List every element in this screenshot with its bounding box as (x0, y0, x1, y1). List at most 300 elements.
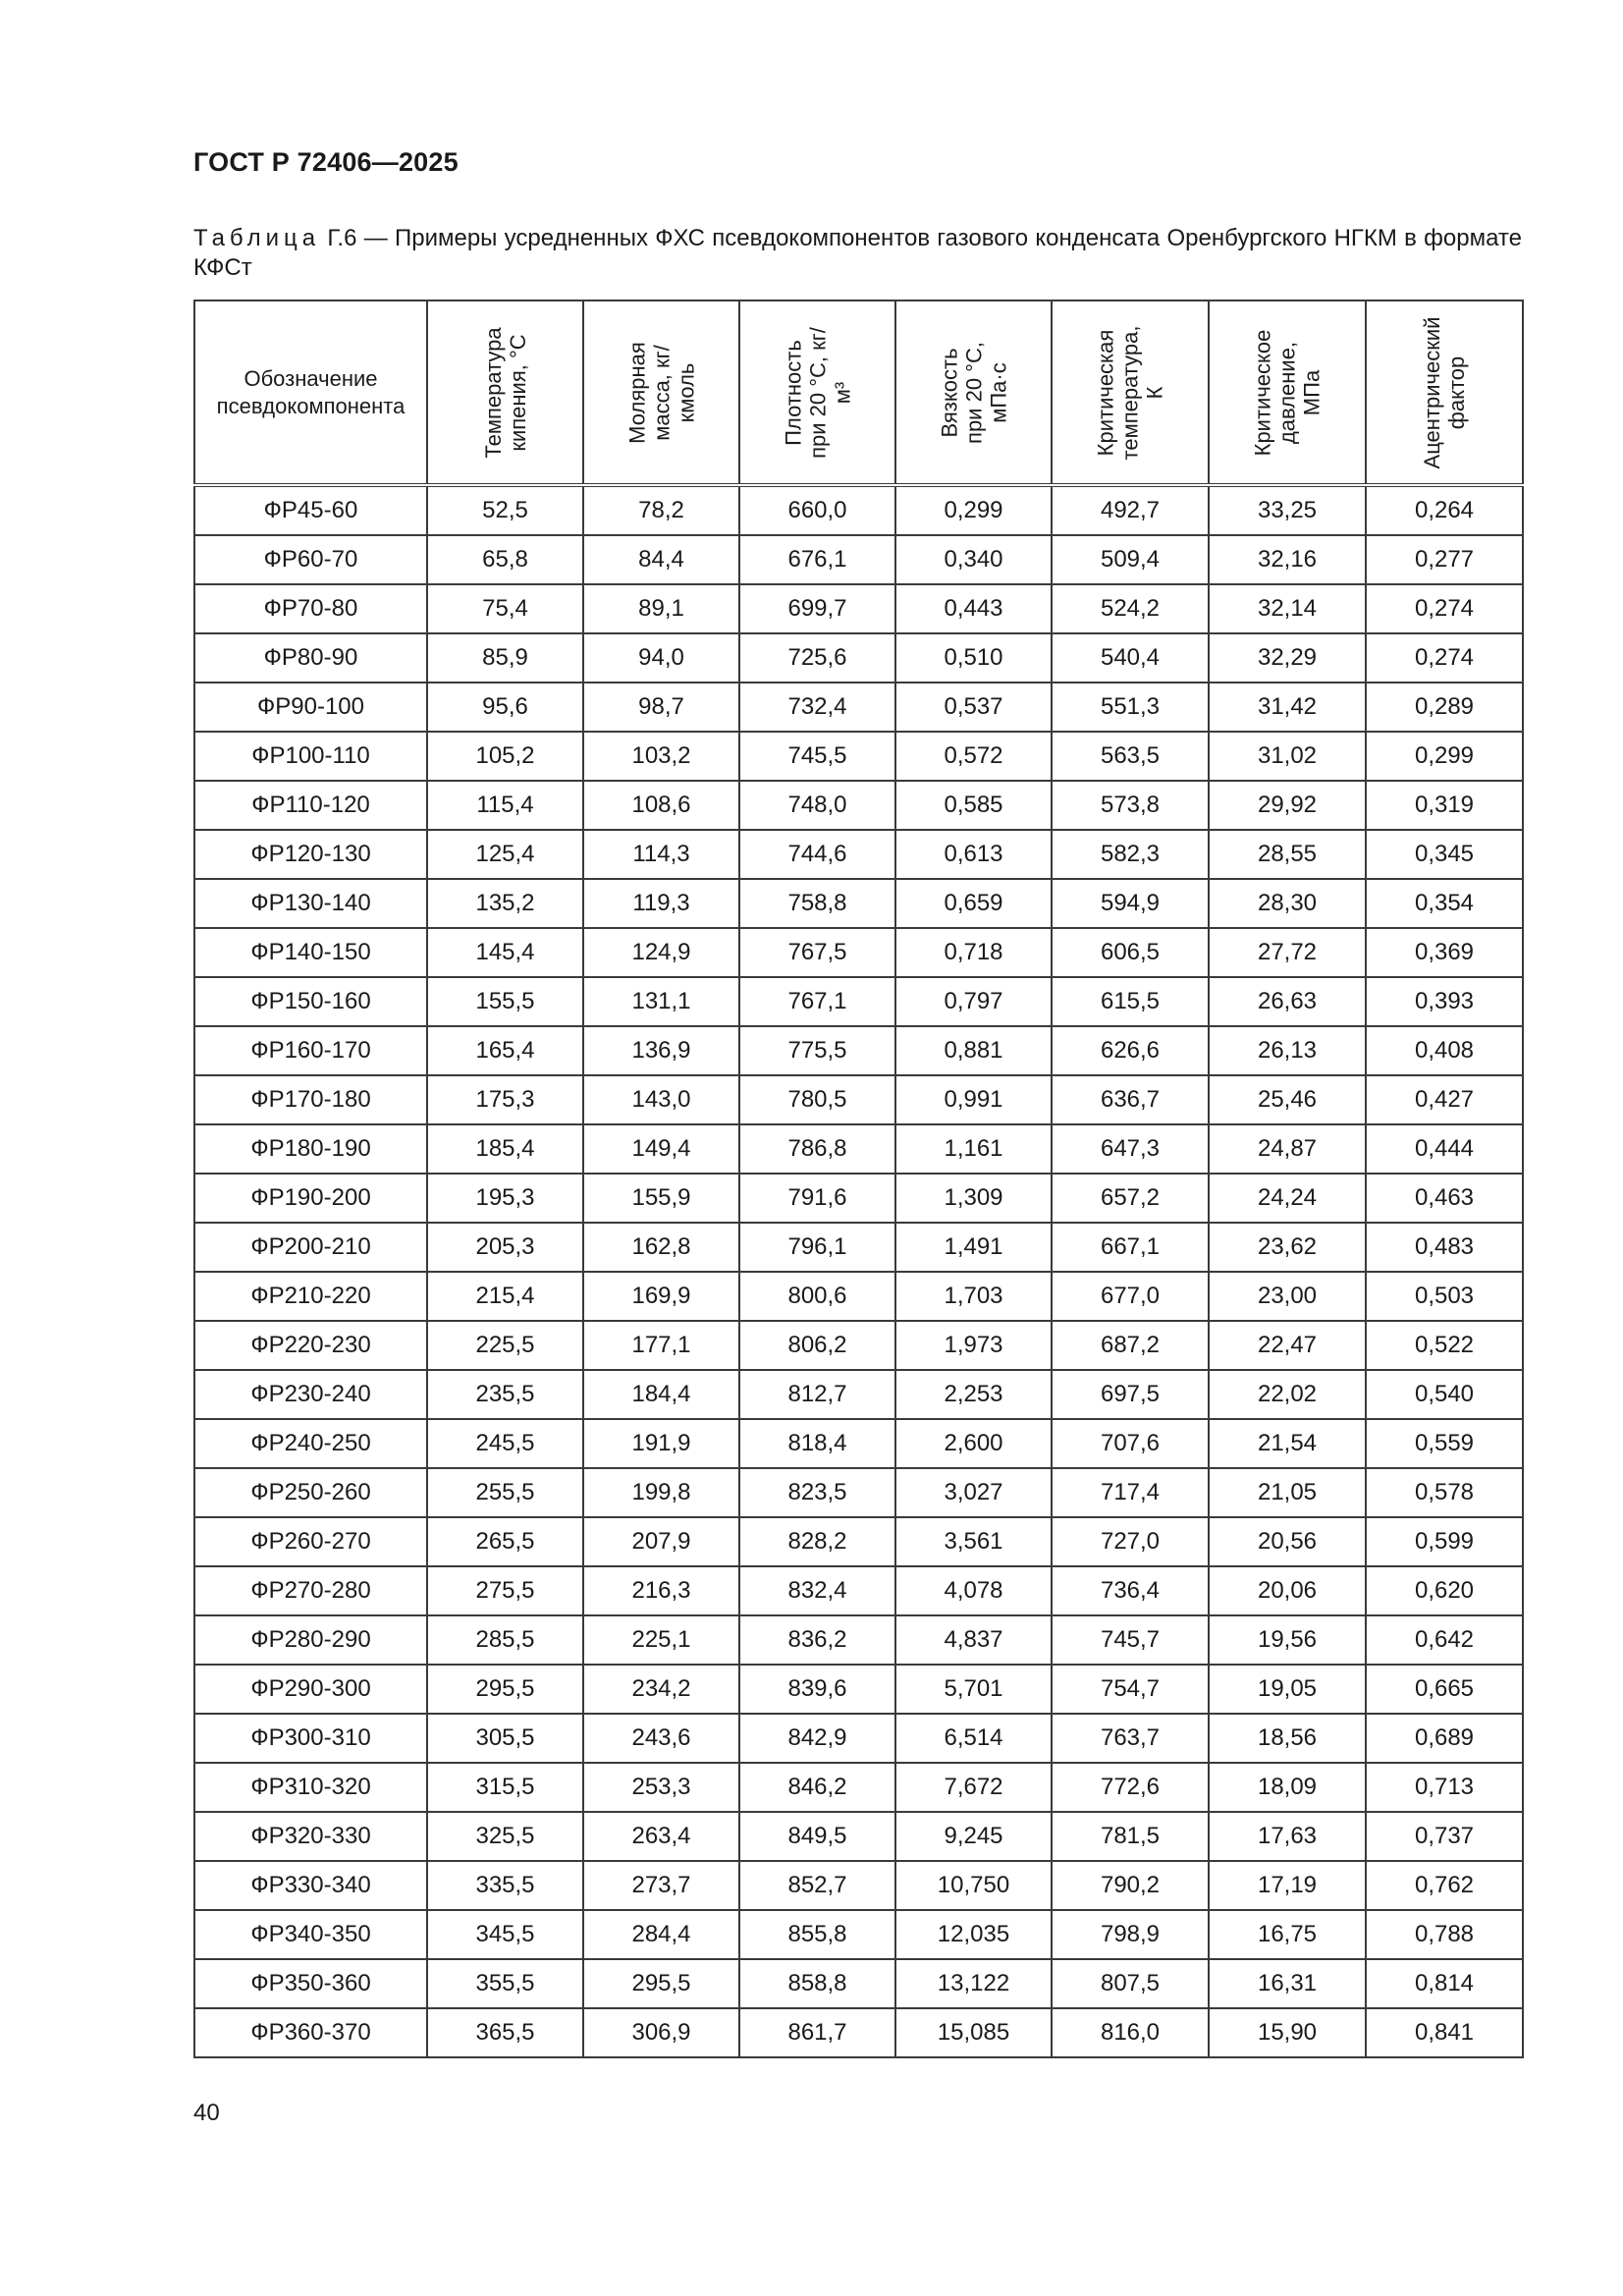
table-row (194, 732, 1523, 781)
cell-viscosity: 1,309 (895, 1174, 1052, 1223)
cell-viscosity: 0,340 (895, 535, 1052, 584)
cell-viscosity: 0,718 (895, 928, 1052, 977)
table-caption-label: Таблица (193, 225, 321, 251)
cell-viscosity: 1,973 (895, 1321, 1052, 1370)
cell-density: 699,7 (739, 584, 895, 633)
cell-acentric-factor: 0,814 (1366, 1959, 1523, 2008)
cell-pseudocomponent: ФР150-160 (194, 977, 427, 1026)
cell-density: 858,8 (739, 1959, 895, 2008)
cell-pseudocomponent: ФР290-300 (194, 1665, 427, 1714)
cell-pseudocomponent: ФР220-230 (194, 1321, 427, 1370)
header-line: К (1142, 386, 1167, 399)
header-line: кмоль (674, 362, 698, 422)
cell-boiling-temp: 295,5 (427, 1665, 583, 1714)
cell-boiling-temp: 255,5 (427, 1468, 583, 1517)
cell-molar-mass: 199,8 (583, 1468, 739, 1517)
cell-boiling-temp: 235,5 (427, 1370, 583, 1419)
table-row (194, 1124, 1523, 1174)
cell-critical-pressure: 22,47 (1209, 1321, 1366, 1370)
cell-critical-temp: 763,7 (1052, 1714, 1209, 1763)
cell-pseudocomponent: ФР330-340 (194, 1861, 427, 1910)
cell-pseudocomponent: ФР160-170 (194, 1026, 427, 1075)
table-row (194, 1665, 1523, 1714)
cell-density: 828,2 (739, 1517, 895, 1566)
cell-density: 748,0 (739, 781, 895, 830)
cell-density: 842,9 (739, 1714, 895, 1763)
cell-viscosity: 0,659 (895, 879, 1052, 928)
cell-molar-mass: 94,0 (583, 633, 739, 683)
cell-boiling-temp: 225,5 (427, 1321, 583, 1370)
cell-pseudocomponent: ФР190-200 (194, 1174, 427, 1223)
cell-viscosity: 13,122 (895, 1959, 1052, 2008)
cell-critical-temp: 697,5 (1052, 1370, 1209, 1419)
cell-acentric-factor: 0,408 (1366, 1026, 1523, 1075)
table-row (194, 1419, 1523, 1468)
cell-critical-temp: 707,6 (1052, 1419, 1209, 1468)
cell-boiling-temp: 245,5 (427, 1419, 583, 1468)
cell-pseudocomponent: ФР170-180 (194, 1075, 427, 1124)
table-row (194, 1468, 1523, 1517)
cell-viscosity: 0,443 (895, 584, 1052, 633)
cell-molar-mass: 273,7 (583, 1861, 739, 1910)
cell-viscosity: 4,078 (895, 1566, 1052, 1615)
cell-density: 732,4 (739, 683, 895, 732)
cell-molar-mass: 216,3 (583, 1566, 739, 1615)
header-line: Вязкость (937, 347, 961, 438)
cell-density: 832,4 (739, 1566, 895, 1615)
cell-acentric-factor: 0,599 (1366, 1517, 1523, 1566)
cell-boiling-temp: 345,5 (427, 1910, 583, 1959)
cell-critical-temp: 509,4 (1052, 535, 1209, 584)
cell-molar-mass: 169,9 (583, 1272, 739, 1321)
cell-molar-mass: 263,4 (583, 1812, 739, 1861)
cell-density: 676,1 (739, 535, 895, 584)
cell-boiling-temp: 305,5 (427, 1714, 583, 1763)
cell-critical-temp: 677,0 (1052, 1272, 1209, 1321)
cell-molar-mass: 131,1 (583, 977, 739, 1026)
cell-pseudocomponent: ФР70-80 (194, 584, 427, 633)
cell-acentric-factor: 0,299 (1366, 732, 1523, 781)
cell-pseudocomponent: ФР230-240 (194, 1370, 427, 1419)
header-critical-pressure (1209, 301, 1366, 485)
cell-critical-pressure: 24,24 (1209, 1174, 1366, 1223)
cell-boiling-temp: 195,3 (427, 1174, 583, 1223)
cell-pseudocomponent: ФР140-150 (194, 928, 427, 977)
table-row (194, 879, 1523, 928)
table-row (194, 2008, 1523, 2057)
cell-pseudocomponent: ФР80-90 (194, 633, 427, 683)
cell-pseudocomponent: ФР90-100 (194, 683, 427, 732)
cell-acentric-factor: 0,264 (1366, 485, 1523, 535)
header-line: Плотность (781, 339, 805, 446)
cell-acentric-factor: 0,463 (1366, 1174, 1523, 1223)
cell-critical-pressure: 24,87 (1209, 1124, 1366, 1174)
cell-acentric-factor: 0,620 (1366, 1566, 1523, 1615)
header-line: температура, (1117, 325, 1143, 460)
cell-boiling-temp: 315,5 (427, 1763, 583, 1812)
cell-boiling-temp: 95,6 (427, 683, 583, 732)
table-row (194, 584, 1523, 633)
table-header (194, 301, 1523, 485)
cell-viscosity: 0,572 (895, 732, 1052, 781)
cell-density: 818,4 (739, 1419, 895, 1468)
table-row (194, 1566, 1523, 1615)
cell-critical-temp: 626,6 (1052, 1026, 1209, 1075)
cell-boiling-temp: 215,4 (427, 1272, 583, 1321)
cell-critical-pressure: 22,02 (1209, 1370, 1366, 1419)
cell-viscosity: 7,672 (895, 1763, 1052, 1812)
cell-critical-pressure: 32,16 (1209, 535, 1366, 584)
cell-molar-mass: 177,1 (583, 1321, 739, 1370)
table-row (194, 1321, 1523, 1370)
cell-critical-temp: 687,2 (1052, 1321, 1209, 1370)
cell-pseudocomponent: ФР320-330 (194, 1812, 427, 1861)
cell-critical-pressure: 23,00 (1209, 1272, 1366, 1321)
cell-critical-pressure: 21,54 (1209, 1419, 1366, 1468)
cell-critical-pressure: 19,56 (1209, 1615, 1366, 1665)
cell-viscosity: 2,600 (895, 1419, 1052, 1468)
cell-critical-pressure: 23,62 (1209, 1223, 1366, 1272)
cell-pseudocomponent: ФР300-310 (194, 1714, 427, 1763)
cell-acentric-factor: 0,369 (1366, 928, 1523, 977)
cell-density: 806,2 (739, 1321, 895, 1370)
cell-density: 767,5 (739, 928, 895, 977)
cell-boiling-temp: 205,3 (427, 1223, 583, 1272)
cell-critical-temp: 573,8 (1052, 781, 1209, 830)
cell-boiling-temp: 75,4 (427, 584, 583, 633)
table-row (194, 1959, 1523, 2008)
cell-pseudocomponent: ФР60-70 (194, 535, 427, 584)
cell-boiling-temp: 265,5 (427, 1517, 583, 1566)
cell-density: 852,7 (739, 1861, 895, 1910)
cell-acentric-factor: 0,345 (1366, 830, 1523, 879)
cell-pseudocomponent: ФР120-130 (194, 830, 427, 879)
cell-density: 836,2 (739, 1615, 895, 1665)
cell-acentric-factor: 0,642 (1366, 1615, 1523, 1665)
table-row (194, 1517, 1523, 1566)
cell-acentric-factor: 0,393 (1366, 977, 1523, 1026)
cell-boiling-temp: 185,4 (427, 1124, 583, 1174)
cell-critical-temp: 667,1 (1052, 1223, 1209, 1272)
cell-critical-temp: 790,2 (1052, 1861, 1209, 1910)
cell-viscosity: 4,837 (895, 1615, 1052, 1665)
cell-molar-mass: 119,3 (583, 879, 739, 928)
header-line: при 20 °С, кг/ (805, 326, 830, 459)
cell-critical-temp: 582,3 (1052, 830, 1209, 879)
cell-acentric-factor: 0,522 (1366, 1321, 1523, 1370)
cell-density: 796,1 (739, 1223, 895, 1272)
cell-density: 839,6 (739, 1665, 895, 1714)
cell-critical-pressure: 17,19 (1209, 1861, 1366, 1910)
cell-pseudocomponent: ФР310-320 (194, 1763, 427, 1812)
cell-pseudocomponent: ФР240-250 (194, 1419, 427, 1468)
cell-critical-pressure: 28,55 (1209, 830, 1366, 879)
cell-viscosity: 0,881 (895, 1026, 1052, 1075)
table-row (194, 1763, 1523, 1812)
cell-critical-temp: 551,3 (1052, 683, 1209, 732)
cell-molar-mass: 78,2 (583, 485, 739, 535)
cell-critical-temp: 727,0 (1052, 1517, 1209, 1566)
cell-acentric-factor: 0,762 (1366, 1861, 1523, 1910)
cell-acentric-factor: 0,788 (1366, 1910, 1523, 1959)
cell-pseudocomponent: ФР340-350 (194, 1910, 427, 1959)
cell-molar-mass: 89,1 (583, 584, 739, 633)
cell-critical-temp: 615,5 (1052, 977, 1209, 1026)
cell-molar-mass: 136,9 (583, 1026, 739, 1075)
table-row (194, 781, 1523, 830)
cell-critical-pressure: 32,14 (1209, 584, 1366, 633)
header-line: масса, кг/ (649, 344, 674, 441)
cell-viscosity: 0,585 (895, 781, 1052, 830)
table-row (194, 1026, 1523, 1075)
cell-critical-pressure: 33,25 (1209, 485, 1366, 535)
table-row (194, 1615, 1523, 1665)
cell-critical-pressure: 18,09 (1209, 1763, 1366, 1812)
cell-critical-temp: 540,4 (1052, 633, 1209, 683)
cell-density: 823,5 (739, 1468, 895, 1517)
cell-acentric-factor: 0,427 (1366, 1075, 1523, 1124)
cell-critical-temp: 492,7 (1052, 485, 1209, 535)
cell-molar-mass: 162,8 (583, 1223, 739, 1272)
properties-table (193, 300, 1524, 2058)
cell-critical-temp: 606,5 (1052, 928, 1209, 977)
cell-density: 861,7 (739, 2008, 895, 2057)
cell-pseudocomponent: ФР130-140 (194, 879, 427, 928)
cell-molar-mass: 98,7 (583, 683, 739, 732)
cell-boiling-temp: 52,5 (427, 485, 583, 535)
table-row (194, 928, 1523, 977)
cell-boiling-temp: 175,3 (427, 1075, 583, 1124)
cell-boiling-temp: 105,2 (427, 732, 583, 781)
table-row (194, 830, 1523, 879)
cell-acentric-factor: 0,319 (1366, 781, 1523, 830)
table-row (194, 485, 1523, 535)
cell-boiling-temp: 335,5 (427, 1861, 583, 1910)
cell-viscosity: 0,991 (895, 1075, 1052, 1124)
cell-critical-temp: 798,9 (1052, 1910, 1209, 1959)
cell-pseudocomponent: ФР45-60 (194, 485, 427, 535)
cell-viscosity: 9,245 (895, 1812, 1052, 1861)
cell-critical-temp: 736,4 (1052, 1566, 1209, 1615)
cell-critical-temp: 745,7 (1052, 1615, 1209, 1665)
cell-pseudocomponent: ФР250-260 (194, 1468, 427, 1517)
cell-pseudocomponent: ФР100-110 (194, 732, 427, 781)
cell-critical-temp: 717,4 (1052, 1468, 1209, 1517)
cell-critical-temp: 594,9 (1052, 879, 1209, 928)
table-row (194, 1223, 1523, 1272)
cell-viscosity: 0,299 (895, 485, 1052, 535)
cell-acentric-factor: 0,689 (1366, 1714, 1523, 1763)
cell-acentric-factor: 0,841 (1366, 2008, 1523, 2057)
cell-acentric-factor: 0,713 (1366, 1763, 1523, 1812)
header-acentric-factor (1366, 301, 1523, 485)
header-line: Критическая (1093, 329, 1118, 456)
cell-viscosity: 0,797 (895, 977, 1052, 1026)
cell-density: 660,0 (739, 485, 895, 535)
cell-density: 846,2 (739, 1763, 895, 1812)
header-molar-mass (583, 301, 739, 485)
cell-boiling-temp: 285,5 (427, 1615, 583, 1665)
cell-acentric-factor: 0,578 (1366, 1468, 1523, 1517)
cell-critical-pressure: 32,29 (1209, 633, 1366, 683)
cell-viscosity: 15,085 (895, 2008, 1052, 2057)
cell-pseudocomponent: ФР280-290 (194, 1615, 427, 1665)
cell-critical-pressure: 16,31 (1209, 1959, 1366, 2008)
cell-pseudocomponent: ФР210-220 (194, 1272, 427, 1321)
cell-acentric-factor: 0,503 (1366, 1272, 1523, 1321)
table-row (194, 1910, 1523, 1959)
cell-acentric-factor: 0,540 (1366, 1370, 1523, 1419)
cell-critical-temp: 781,5 (1052, 1812, 1209, 1861)
cell-molar-mass: 108,6 (583, 781, 739, 830)
header-line: Критическое (1250, 329, 1275, 456)
cell-critical-temp: 807,5 (1052, 1959, 1209, 2008)
cell-critical-pressure: 26,63 (1209, 977, 1366, 1026)
cell-density: 775,5 (739, 1026, 895, 1075)
table-body (194, 485, 1523, 2057)
cell-critical-pressure: 20,06 (1209, 1566, 1366, 1615)
cell-viscosity: 10,750 (895, 1861, 1052, 1910)
cell-density: 780,5 (739, 1075, 895, 1124)
table-header-row (194, 301, 1523, 485)
table-row (194, 1370, 1523, 1419)
cell-viscosity: 1,491 (895, 1223, 1052, 1272)
header-critical-temp (1052, 301, 1209, 485)
cell-density: 812,7 (739, 1370, 895, 1419)
cell-critical-pressure: 25,46 (1209, 1075, 1366, 1124)
cell-critical-temp: 816,0 (1052, 2008, 1209, 2057)
header-line: при 20 °С, (961, 341, 986, 444)
cell-acentric-factor: 0,277 (1366, 535, 1523, 584)
header-line: м³ (830, 381, 854, 404)
header-density (739, 301, 895, 485)
table-row (194, 1714, 1523, 1763)
cell-critical-pressure: 15,90 (1209, 2008, 1366, 2057)
cell-molar-mass: 155,9 (583, 1174, 739, 1223)
cell-acentric-factor: 0,665 (1366, 1665, 1523, 1714)
cell-density: 758,8 (739, 879, 895, 928)
cell-density: 744,6 (739, 830, 895, 879)
cell-acentric-factor: 0,444 (1366, 1124, 1523, 1174)
cell-critical-temp: 754,7 (1052, 1665, 1209, 1714)
cell-critical-temp: 563,5 (1052, 732, 1209, 781)
cell-density: 786,8 (739, 1124, 895, 1174)
cell-acentric-factor: 0,559 (1366, 1419, 1523, 1468)
cell-critical-temp: 636,7 (1052, 1075, 1209, 1124)
cell-density: 745,5 (739, 732, 895, 781)
cell-molar-mass: 191,9 (583, 1419, 739, 1468)
header-line: Молярная (624, 341, 649, 444)
cell-viscosity: 3,561 (895, 1517, 1052, 1566)
cell-critical-pressure: 28,30 (1209, 879, 1366, 928)
cell-molar-mass: 284,4 (583, 1910, 739, 1959)
cell-pseudocomponent: ФР360-370 (194, 2008, 427, 2057)
table-row (194, 1272, 1523, 1321)
cell-viscosity: 2,253 (895, 1370, 1052, 1419)
cell-critical-temp: 524,2 (1052, 584, 1209, 633)
cell-viscosity: 5,701 (895, 1665, 1052, 1714)
cell-boiling-temp: 165,4 (427, 1026, 583, 1075)
cell-critical-pressure: 27,72 (1209, 928, 1366, 977)
cell-molar-mass: 234,2 (583, 1665, 739, 1714)
cell-pseudocomponent: ФР350-360 (194, 1959, 427, 2008)
header-line: фактор (1444, 355, 1469, 429)
cell-boiling-temp: 115,4 (427, 781, 583, 830)
header-boiling-temp (427, 301, 583, 485)
cell-critical-pressure: 19,05 (1209, 1665, 1366, 1714)
cell-molar-mass: 184,4 (583, 1370, 739, 1419)
cell-boiling-temp: 365,5 (427, 2008, 583, 2057)
cell-molar-mass: 207,9 (583, 1517, 739, 1566)
table-row (194, 977, 1523, 1026)
header-line: давление, (1274, 341, 1300, 444)
cell-density: 855,8 (739, 1910, 895, 1959)
table-row (194, 633, 1523, 683)
table-caption (193, 224, 1522, 283)
cell-viscosity: 0,510 (895, 633, 1052, 683)
cell-molar-mass: 306,9 (583, 2008, 739, 2057)
cell-critical-pressure: 16,75 (1209, 1910, 1366, 1959)
cell-molar-mass: 295,5 (583, 1959, 739, 2008)
cell-critical-pressure: 21,05 (1209, 1468, 1366, 1517)
cell-acentric-factor: 0,274 (1366, 584, 1523, 633)
cell-critical-temp: 647,3 (1052, 1124, 1209, 1174)
cell-boiling-temp: 135,2 (427, 879, 583, 928)
cell-molar-mass: 124,9 (583, 928, 739, 977)
cell-pseudocomponent: ФР270-280 (194, 1566, 427, 1615)
cell-molar-mass: 114,3 (583, 830, 739, 879)
cell-boiling-temp: 355,5 (427, 1959, 583, 2008)
header-line: Температура (480, 326, 506, 459)
cell-acentric-factor: 0,737 (1366, 1812, 1523, 1861)
cell-molar-mass: 149,4 (583, 1124, 739, 1174)
cell-boiling-temp: 275,5 (427, 1566, 583, 1615)
cell-viscosity: 0,613 (895, 830, 1052, 879)
cell-molar-mass: 243,6 (583, 1714, 739, 1763)
document-code-header: ГОСТ Р 72406—2025 (193, 147, 459, 177)
cell-density: 767,1 (739, 977, 895, 1026)
cell-boiling-temp: 325,5 (427, 1812, 583, 1861)
table-row (194, 683, 1523, 732)
cell-acentric-factor: 0,274 (1366, 633, 1523, 683)
cell-acentric-factor: 0,483 (1366, 1223, 1523, 1272)
cell-density: 849,5 (739, 1812, 895, 1861)
header-line: кипения, °С (505, 333, 530, 452)
table-row (194, 1174, 1523, 1223)
cell-boiling-temp: 155,5 (427, 977, 583, 1026)
cell-critical-temp: 772,6 (1052, 1763, 1209, 1812)
cell-acentric-factor: 0,289 (1366, 683, 1523, 732)
cell-molar-mass: 84,4 (583, 535, 739, 584)
cell-density: 800,6 (739, 1272, 895, 1321)
cell-boiling-temp: 125,4 (427, 830, 583, 879)
table-caption-text: Г.6 — Примеры усредненных ФХС псевдокомпонентов газового конденсата Оренбургского НГКМ в формате КФСт (193, 225, 1522, 281)
cell-critical-pressure: 26,13 (1209, 1026, 1366, 1075)
cell-critical-pressure: 29,92 (1209, 781, 1366, 830)
cell-pseudocomponent: ФР200-210 (194, 1223, 427, 1272)
cell-molar-mass: 143,0 (583, 1075, 739, 1124)
cell-boiling-temp: 85,9 (427, 633, 583, 683)
cell-critical-pressure: 17,63 (1209, 1812, 1366, 1861)
cell-viscosity: 3,027 (895, 1468, 1052, 1517)
cell-pseudocomponent: ФР180-190 (194, 1124, 427, 1174)
cell-boiling-temp: 145,4 (427, 928, 583, 977)
header-line: мПа·с (986, 361, 1010, 423)
cell-viscosity: 12,035 (895, 1910, 1052, 1959)
table-row (194, 1812, 1523, 1861)
table-row (194, 535, 1523, 584)
cell-viscosity: 1,161 (895, 1124, 1052, 1174)
